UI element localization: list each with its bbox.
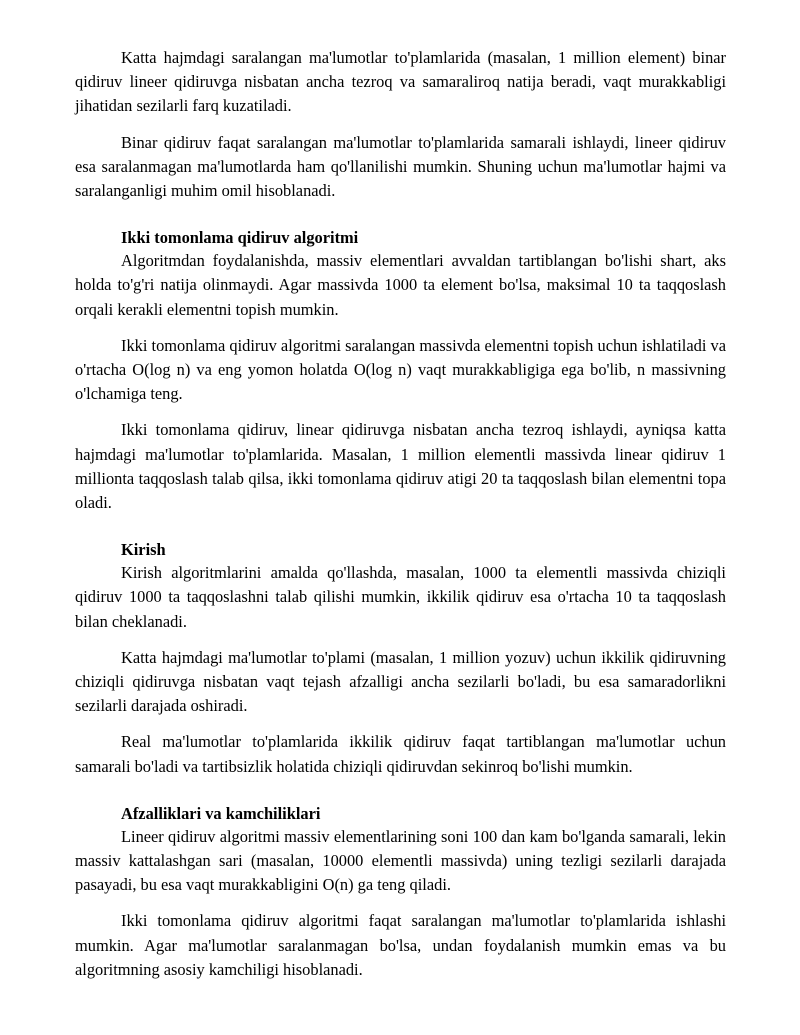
section-heading-3: Afzalliklari va kamchiliklari	[121, 803, 321, 823]
paragraph-10: Ikki tomonlama qidiruv algoritmi faqat saralangan ma'lumotlar to'plamlarida ishlashi mumkin. Agar ma'lumotlar saralanmagan bo'lsa, undan foydalanish mumkin emas va bu algoritmning asosiy kamchiligi hisoblanadi.	[75, 911, 726, 979]
paragraph-4: Ikki tomonlama qidiruv algoritmi saralangan massivda elementni topish uchun ishlatiladi va o'rtacha O(log n) va eng yomon holatda O(log n) vaqt murakkabligiga ega bo'lib, n massivning o'lchamiga teng.	[75, 335, 726, 404]
section-heading-2: Kirish	[121, 540, 166, 560]
paragraph-7: Katta hajmdagi ma'lumotlar to'plami (masalan, 1 million yozuv) uchun ikkilik qidiruvning chiziqli qidiruvga nisbatan vaqt tejash afzalligi ancha sezilarli bo'ladi, bu esa samaradorlikni sezilarli darajada oshiradi.	[75, 647, 726, 716]
paragraph-1: Katta hajmdagi saralangan ma'lumotlar to'plamlarida (masalan, 1 million element) binar qidiruv lineer qidiruvga nisbatan ancha tezroq va samaraliroq natija beradi, vaqt murakkabligi jihatidan sezilarli farq kuzatiladi.	[75, 48, 726, 116]
paragraph-6: Kirish algoritmlarini amalda qo'llashda, masalan, 1000 ta elementli massivda chiziqli qidiruv 1000 ta taqqoslashni talab qilishi mumkin, ikkilik qidiruv esa o'rtacha 10 ta taqqoslash bilan cheklanadi.	[75, 563, 726, 631]
paragraph-2: Binar qidiruv faqat saralangan ma'lumotlar to'plamlarida samarali ishlaydi, lineer qidiruv esa saralanmagan ma'lumotlarda ham qo'llanilishi mumkin. Shuning uchun ma'lumotlar hajmi va saralanganligi muhim omil hisoblanadi.	[75, 132, 726, 201]
paragraph-8: Real ma'lumotlar to'plamlarida ikkilik qidiruv faqat tartiblangan ma'lumotlar uchun samarali bo'ladi va tartibsizlik holatida chiziqli qidiruvdan sekinroq bo'lishi mumkin.	[75, 732, 726, 776]
paragraph-5: Ikki tomonlama qidiruv, linear qidiruvga nisbatan ancha tezroq ishlaydi, ayniqsa katta hajmdagi ma'lumotlar to'plamlarida. Masalan, 1 million elementli massivda linear qidiruv 1 millionta taqqoslash talab qilsa, ikki tomonlama qidiruv atigi 20 ta taqqoslash bilan elementni topa oladi.	[75, 420, 726, 513]
section-heading-1: Ikki tomonlama qidiruv algoritmi	[121, 228, 359, 248]
paragraph-9: Lineer qidiruv algoritmi massiv elementlarining soni 100 dan kam bo'lganda samarali, lekin massiv kattalashgan sari (masalan, 10000 elementli massivda) uning tezligi sezilarli darajada pasayadi, bu esa vaqt murakkabligini O(n) ga teng qiladi.	[75, 826, 726, 895]
paragraph-3: Algoritmdan foydalanishda, massiv elementlari avvaldan tartiblangan bo'lishi shart, aks holda to'g'ri natija olinmaydi. Agar massivda 1000 ta element bo'lsa, maksimal 10 ta taqqoslash orqali kerakli elementni topish mumkin.	[75, 251, 726, 319]
document-page	[75, 46, 726, 982]
